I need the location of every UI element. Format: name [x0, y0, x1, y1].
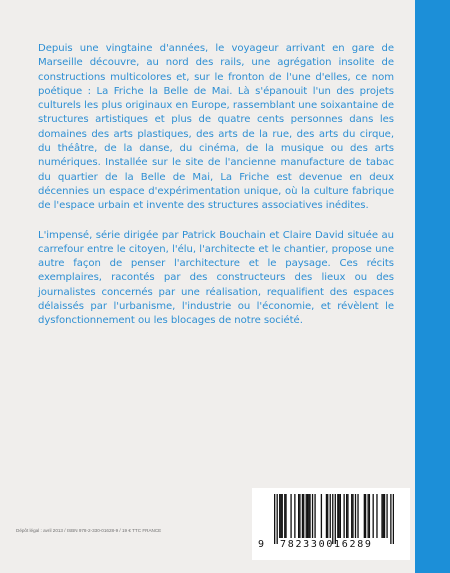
barcode-bar	[340, 494, 341, 538]
barcode-bar	[335, 494, 336, 544]
barcode-bar	[309, 494, 310, 538]
barcode-bar	[338, 494, 339, 538]
barcode-bar	[282, 494, 283, 538]
barcode-bar	[381, 494, 382, 538]
barcode-bar	[298, 494, 299, 538]
barcode-bar	[346, 494, 347, 538]
barcode-bar	[351, 494, 352, 538]
barcode-bar	[384, 494, 385, 538]
barcode-bar	[280, 494, 281, 538]
barcode-bar	[343, 494, 344, 538]
barcode-bar	[307, 494, 308, 538]
isbn-first-digit: 9	[258, 539, 265, 550]
blurb-text	[38, 42, 394, 329]
barcode-bar	[390, 494, 391, 544]
barcode-bar	[330, 494, 331, 538]
barcode-bar	[337, 494, 338, 538]
barcode-bars	[274, 494, 394, 544]
barcode-bar	[327, 494, 328, 538]
barcode-bar	[314, 494, 315, 538]
barcode-bar	[393, 494, 394, 544]
barcode-bar	[355, 494, 356, 538]
blurb-paragraph-2: L'impensé, série dirigée par Patrick Bouchain et Claire David située au carrefour entre le citoyen, l'élu, l'architecte et le chantier, propose une autre façon de penser l'architecture et le paysage. Ces récits exemplaires, racontés par des constructeurs des lieux ou des journalistes concernés par une réalisation, requalifient des espaces délaissés par l'urbanisme, l'industrie ou l'économie, et révèlent le dysfonctionnement ou les blocages de notre société.	[38, 229, 394, 327]
barcode-bar	[332, 494, 333, 544]
barcode-bar	[364, 494, 365, 538]
barcode-bar	[299, 494, 300, 538]
barcode-bar	[365, 494, 366, 538]
barcode-bar	[279, 494, 280, 538]
barcode-bar	[312, 494, 313, 538]
barcode-bar	[284, 494, 285, 538]
barcode-bar	[321, 494, 322, 538]
barcode-bar	[302, 494, 303, 538]
barcode-bar	[383, 494, 384, 538]
barcode-bar	[303, 494, 304, 538]
barcode-bar	[367, 494, 368, 538]
barcode-bar	[326, 494, 327, 538]
barcode-bar	[373, 494, 374, 538]
barcode-bar	[357, 494, 358, 538]
barcode-bar	[347, 494, 348, 538]
barcode-bar	[376, 494, 377, 538]
barcode-bar	[277, 494, 278, 544]
barcode-bar	[386, 494, 387, 538]
barcode-bar	[290, 494, 291, 538]
barcode-bar	[352, 494, 353, 538]
barcode-bar	[369, 494, 370, 538]
barcode-bar	[306, 494, 307, 538]
barcode-bar	[294, 494, 295, 538]
barcode-bar	[274, 494, 275, 544]
legal-notice: Dépôt légal : avril 2013 / ISBN 978-2-330-01628-9 / 19 € TTC FRANCE	[16, 528, 162, 533]
blurb-paragraph-1: Depuis une vingtaine d'années, le voyageur arrivant en gare de Marseille découvre, au nord des rails, une agrégation insolite de constructions multicolores et, sur le fronton de l'une d'elles, ce nom poétique : La Friche la Belle de Mai. Là s'épanouit l'un des projets culturels les plus originaux en Europe, rassemblant une soixantaine de structures artistiques et plus de quatre cents personnes dans les domaines des arts plastiques, des arts de la rue, des arts du cirque, du théâtre, de la danse, du cinéma, de la musique ou des arts numériques. Installée sur le site de l'ancienne manufacture de tabac du quartier de la Belle de Mai, La Friche est devenue en deux décennies un espace d'expérimentation unique, où la culture fabrique de l'espace urbain et invente des structures associatives inédites.	[38, 43, 394, 212]
barcode	[252, 488, 410, 560]
isbn-digits: 782330016289	[280, 539, 373, 550]
barcode-bar	[308, 494, 309, 538]
barcode-bar	[285, 494, 286, 538]
blue-side-band	[415, 0, 450, 573]
